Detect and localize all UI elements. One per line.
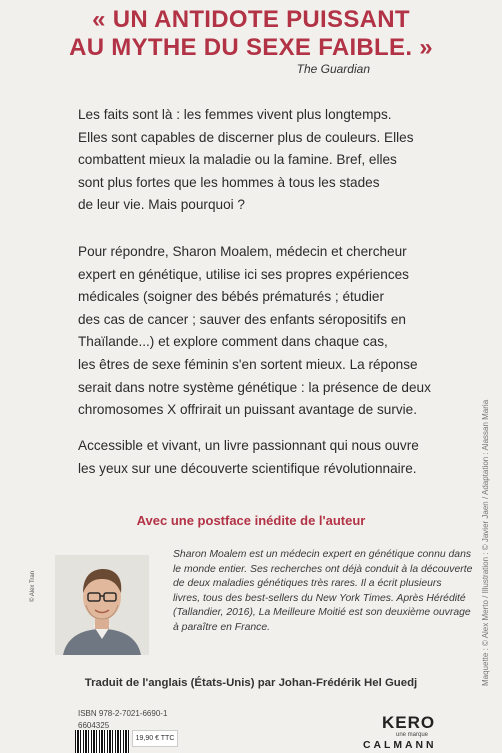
text-line: Elles sont capables de discerner plus de couleurs. Elles bbox=[78, 129, 414, 145]
text-line: de leur vie. Mais pourquoi ? bbox=[78, 197, 245, 213]
quote-line-1: « UN ANTIDOTE PUISSANT bbox=[92, 6, 410, 33]
text-line: des cas de cancer ; sauver des enfants séropositifs en bbox=[78, 311, 406, 327]
author-bio bbox=[173, 548, 473, 636]
text-line: Accessible et vivant, un livre passionnant qui nous ouvre bbox=[78, 438, 419, 453]
postface-note: Avec une postface inédite de l'auteur bbox=[136, 513, 366, 528]
isbn-number: ISBN 978-2-7021-6690-1 bbox=[78, 709, 168, 718]
author-photo bbox=[55, 555, 149, 655]
text-line: Thaïlande...) et explore comment dans chaque cas, bbox=[78, 334, 388, 350]
barcode bbox=[75, 730, 130, 753]
bio-line: de deux maladies génétiques très rares. Il a écrit plusieurs bbox=[173, 578, 442, 590]
headline-quote bbox=[0, 6, 502, 62]
author-portrait-illustration bbox=[55, 555, 149, 655]
bio-line: le monde entier. Ses recherches ont déjà conduit à la découverte bbox=[173, 563, 473, 575]
bio-line: Sharon Moalem est un médecin expert en génétique connu dans bbox=[173, 549, 472, 560]
text-line: serait dans notre système génétique : la présence de deux bbox=[78, 379, 431, 395]
text-line: les yeux sur une découverte scientifique révolutionnaire. bbox=[78, 460, 417, 476]
paragraph-3 bbox=[78, 435, 432, 480]
translator-credit: Traduit de l'anglais (États-Unis) par Johan-Frédérik Hel Guedj bbox=[84, 677, 418, 689]
publisher-logo-kero: KERO bbox=[382, 713, 436, 732]
text-line: sont plus fortes que les hommes à tous les stades bbox=[78, 174, 380, 190]
quote-source: The Guardian bbox=[296, 62, 370, 76]
publisher-logo-calmann: CALMANN bbox=[363, 740, 437, 751]
bio-line: livres, tous des best-sellers du New York Times. Après Hérédité bbox=[173, 592, 466, 604]
paragraph-2 bbox=[78, 241, 432, 422]
text-line: les êtres de sexe féminin s'en sortent mieux. La réponse bbox=[78, 356, 418, 372]
text-line: Les faits sont là : les femmes vivent plus longtemps. bbox=[78, 107, 392, 122]
publisher-tagline: une marque bbox=[396, 732, 429, 738]
paragraph-1 bbox=[78, 104, 432, 217]
text-line: médicales (soigner des bébés prématurés ; étudier bbox=[78, 289, 385, 305]
bio-line: (Tallandier, 2016), La Meilleure Moitié est son deuxième ouvrage bbox=[173, 607, 471, 619]
price-label: 19,90 € TTC bbox=[132, 730, 178, 747]
bio-line: à paraître en France. bbox=[173, 621, 271, 633]
design-credit: Maquette : © Alex Merto / Illustration : © Javier Jaen / Adaptation : Alassan Maria bbox=[481, 399, 490, 686]
quote-line-2: AU MYTHE DU SEXE FAIBLE. » bbox=[69, 34, 433, 61]
text-line: expert en génétique, utilise ici ses propres expériences bbox=[78, 266, 409, 282]
photo-credit: © Alex Tran bbox=[30, 570, 36, 602]
isbn-code: 6604325 bbox=[78, 721, 110, 730]
isbn-block bbox=[78, 708, 167, 732]
text-line: Pour répondre, Sharon Moalem, médecin et chercheur bbox=[78, 244, 407, 259]
text-line: chromosomes X offrirait un puissant avantage de survie. bbox=[78, 402, 418, 418]
text-line: combattent mieux la maladie ou la famine. Bref, elles bbox=[78, 152, 397, 168]
